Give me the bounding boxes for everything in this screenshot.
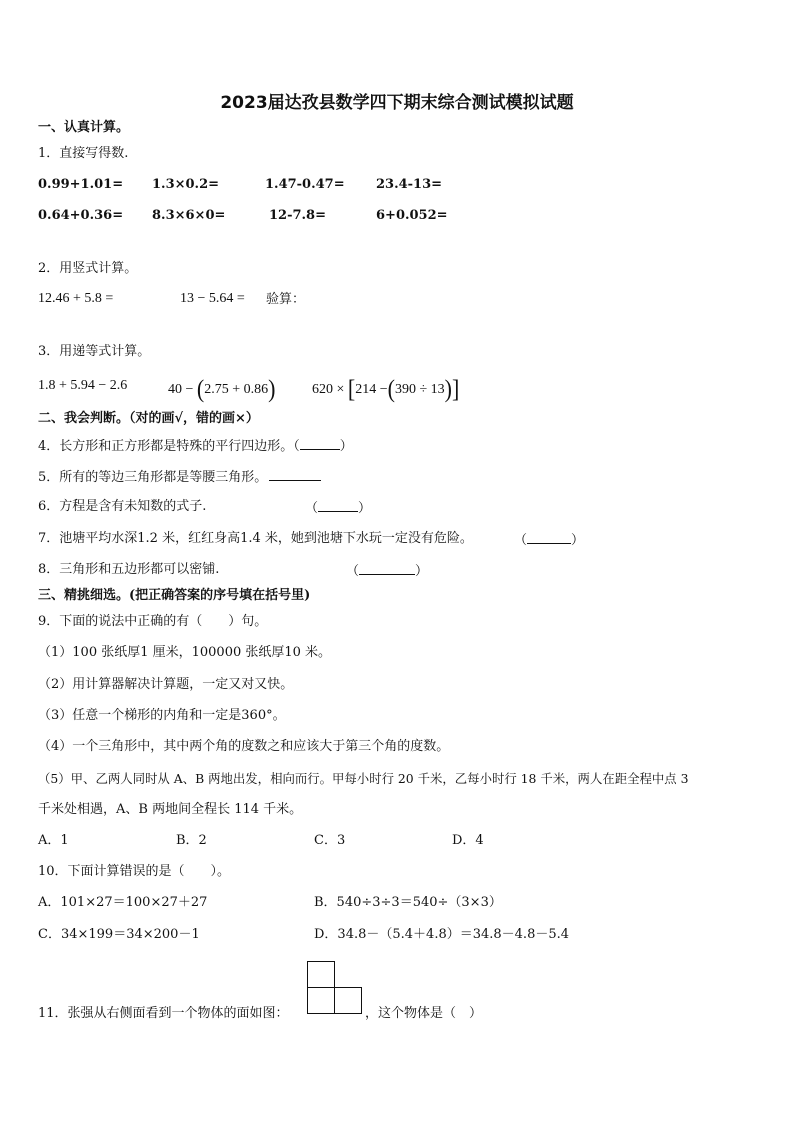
q3-expr3-inner: 390 ÷ 13 (394, 382, 445, 397)
figure-square (307, 987, 335, 1014)
q11-after: ，这个物体是（ ） (365, 1006, 483, 1021)
q8-open: （ (346, 564, 360, 579)
q10-option-d[interactable]: D．34.8－（5.4＋4.8）＝34.8－4.8－5.4 (314, 927, 570, 942)
q9-s4: （4）一个三角形中，其中两个角的度数之和应该大于第三个角的度数。 (38, 739, 450, 754)
q1-r1-c3: 1.47-0.47= (265, 177, 345, 192)
q9-option-c[interactable]: C．3 (314, 833, 346, 848)
bracket-close: ] (451, 374, 460, 403)
q6-answer (305, 499, 371, 517)
q2-item2: 13 − 5.64 = (180, 291, 245, 306)
q1-r2-c3: 12-7.8= (269, 208, 326, 223)
bracket-open: [ (347, 374, 356, 403)
q9-s5a: （5）甲、乙两人同时从 A、B 两地出发，相向而行。甲每小时行 20 千米，乙每小时行 18 千米，两人在距全程中点 3 (38, 771, 689, 786)
q1-r2-c4: 6+0.052= (376, 208, 448, 223)
q2-label: 2．用竖式计算。 (38, 261, 138, 276)
q9-s2: （2）用计算器解决计算题，一定又对又快。 (38, 677, 294, 692)
q1-r1-c1: 0.99+1.01= (38, 177, 124, 192)
q6-text: 6．方程是含有未知数的式子. (38, 499, 207, 514)
q5 (38, 468, 321, 486)
paren-close: ) (444, 374, 452, 403)
answer-blank[interactable] (359, 562, 415, 575)
q3-expr3-mid: 214 − (355, 382, 388, 397)
q9-s1: （1）100 张纸厚1 厘米，100000 张纸厚10 米。 (38, 645, 332, 660)
q7-text: 7．池塘平均水深1.2 米，红红身高1.4 米，她到池塘下水玩一定没有危险。 (38, 531, 473, 546)
q3-expr3 (312, 376, 459, 402)
figure-square (334, 987, 362, 1014)
q11-stem: 11．张强从右侧面看到一个物体的面如图： (38, 1006, 289, 1021)
q3-expr3-head: 620 × (312, 382, 345, 397)
q9-s3: （3）任意一个梯形的内角和一定是360°。 (38, 708, 286, 723)
paren-open: ( (196, 374, 205, 403)
q2-item1: 12.46 + 5.8 = (38, 291, 114, 306)
q10-option-a[interactable]: A．101×27＝100×27＋27 (38, 895, 208, 910)
q1-r2-c2: 8.3×6×0= (152, 208, 226, 223)
figure-square (307, 961, 335, 988)
paren-open: ( (387, 374, 395, 403)
q3-expr2-inner: 2.75 + 0.86 (204, 382, 269, 397)
answer-blank[interactable] (527, 531, 571, 544)
q6-open: （ (305, 501, 319, 516)
q9-s5b: 千米处相遇，A、B 两地间全程长 114 千米。 (38, 802, 303, 817)
q10-stem: 10．下面计算错误的是（ ）。 (38, 864, 231, 879)
q3-label: 3．用递等式计算。 (38, 344, 151, 359)
q8-close: ） (415, 564, 429, 579)
answer-blank[interactable] (269, 468, 321, 481)
q10-option-c[interactable]: C．34×199＝34×200－1 (38, 927, 200, 942)
q3-expr2 (168, 376, 275, 402)
page-title: 2023届达孜县数学四下期末综合测试模拟试题 (220, 93, 574, 113)
q9-option-d[interactable]: D．4 (452, 833, 484, 848)
answer-blank[interactable] (318, 499, 358, 512)
q3-expr1: 1.8 + 5.94 − 2.6 (38, 378, 128, 393)
answer-blank[interactable] (300, 437, 340, 450)
q9-option-b[interactable]: B．2 (176, 833, 207, 848)
section1-heading: 一、认真计算。 (38, 120, 130, 135)
paren-close: ) (268, 374, 276, 403)
section2-heading: 二、我会判断。（对的画√，错的画×） (38, 411, 259, 426)
q7-open: （ (514, 533, 528, 548)
q8-answer (346, 562, 428, 580)
q6-close: ） (358, 501, 372, 516)
q8-text: 8．三角形和五边形都可以密铺. (38, 562, 220, 577)
q1-r1-c4: 23.4-13= (376, 177, 443, 192)
q7-answer (514, 531, 584, 549)
q4 (38, 437, 353, 455)
q1-label: 1．直接写得数. (38, 146, 129, 161)
q1-r2-c1: 0.64+0.36= (38, 208, 124, 223)
q5-text: 5．所有的等边三角形都是等腰三角形。 (38, 470, 268, 485)
q4-text: 4．长方形和正方形都是特殊的平行四边形。（ (38, 439, 300, 454)
q9-option-a[interactable]: A．1 (38, 833, 69, 848)
q10-option-b[interactable]: B．540÷3÷3＝540÷（3×3） (314, 895, 502, 910)
q9-stem: 9．下面的说法中正确的有（ ）句。 (38, 614, 268, 629)
q2-check-label: 验算： (266, 292, 306, 307)
q3-expr2-head: 40 − (168, 382, 194, 397)
q7-close: ） (571, 533, 585, 548)
section3-heading: 三、精挑细选。(把正确答案的序号填在括号里) (38, 588, 311, 603)
q1-r1-c2: 1.3×0.2= (152, 177, 220, 192)
q4-close: ） (339, 439, 353, 454)
